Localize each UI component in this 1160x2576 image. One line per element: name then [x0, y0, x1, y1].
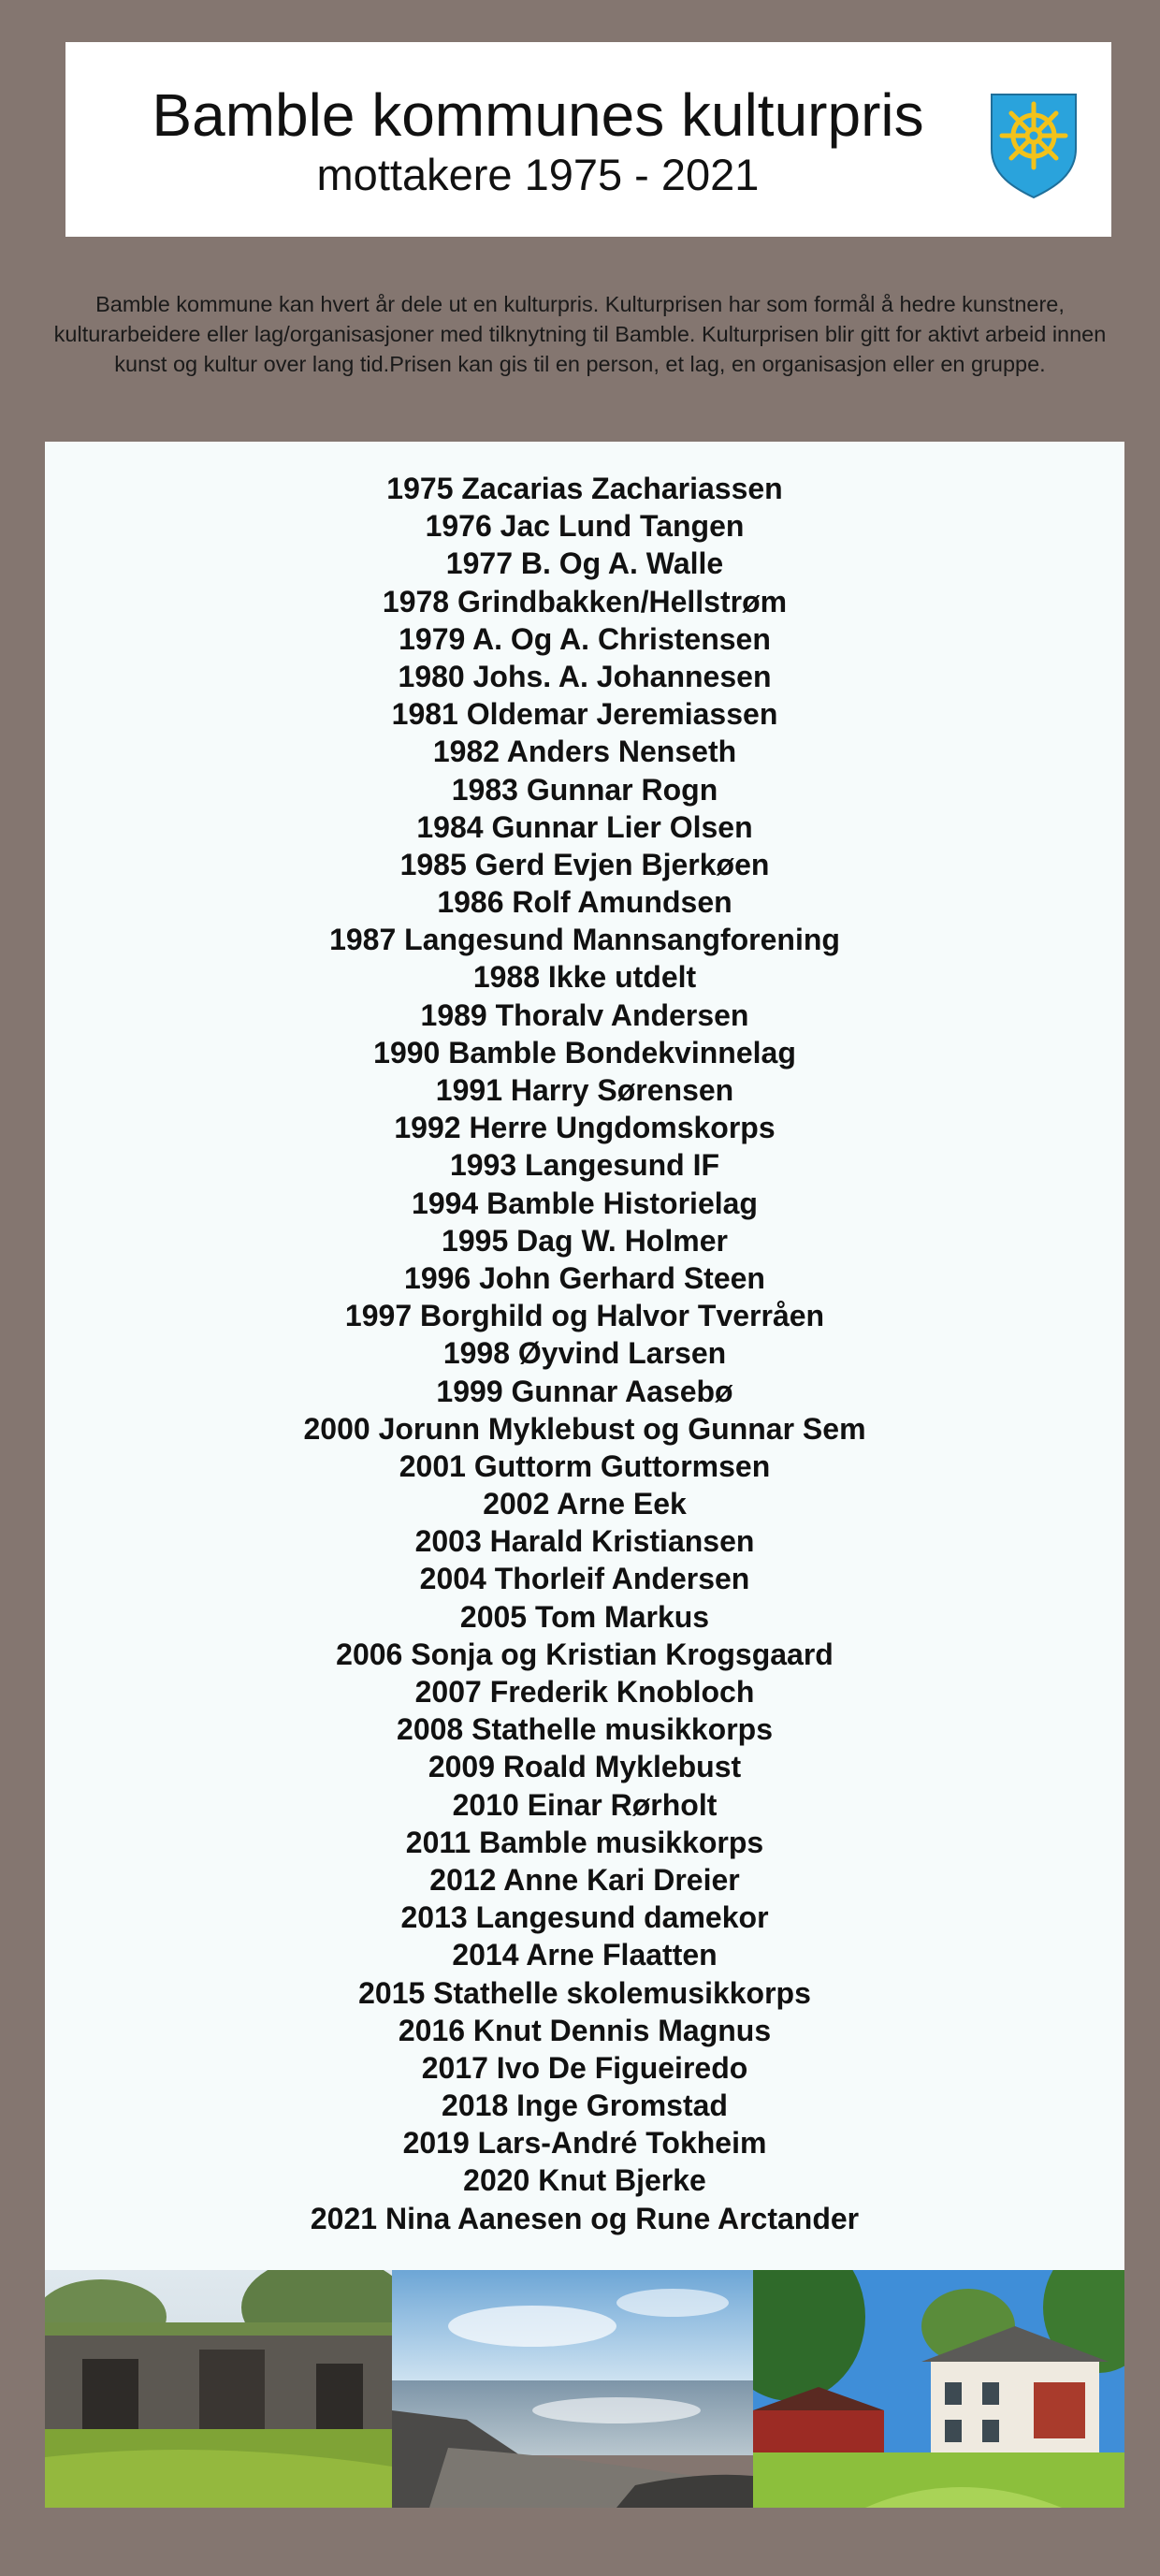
recipient-item: 2004 Thorleif Andersen [419, 1562, 750, 1596]
coastline-photo [392, 2270, 753, 2508]
recipient-item: 1983 Gunnar Rogn [451, 772, 718, 807]
recipient-item: 2003 Harald Kristiansen [414, 1524, 755, 1559]
intro-text: Bamble kommune kan hvert år dele ut en kulturpris. Kulturprisen har som formål å hedre kunstnere, kulturarbeidere eller lag/organisasjoner med tilknytning til Bamble. Kulturprisen blir gitt for aktivt arbeid innen kunst og kultur over lang tid.Prisen kan gis til en person, et lag, en organisasjon eller en gruppe. [53, 292, 1107, 376]
photo-strip [45, 2270, 1124, 2508]
recipient-item: 1992 Herre Ungdomskorps [394, 1111, 776, 1145]
recipient-item: 1997 Borghild og Halvor Tverråen [344, 1299, 825, 1333]
recipient-item: 2014 Arne Flaatten [452, 1938, 718, 1972]
recipient-list-panel [45, 442, 1124, 2270]
recipient-item: 1986 Rolf Amundsen [437, 885, 732, 920]
recipient-item: 2009 Roald Myklebust [428, 1750, 742, 1784]
farmhouse-photo [753, 2270, 1124, 2508]
recipient-item: 1985 Gerd Evjen Bjerkøen [399, 847, 770, 881]
recipient-item: 1982 Anders Nenseth [432, 735, 737, 769]
recipient-item: 1975 Zacarias Zachariassen [386, 472, 783, 505]
recipient-item: 1995 Dag W. Holmer [442, 1223, 728, 1258]
recipient-item: 2015 Stathelle skolemusikkorps [358, 1975, 811, 2010]
recipient-item: 2000 Jorunn Myklebust og Gunnar Sem [303, 1411, 866, 1446]
recipient-item: 1979 A. Og A. Christensen [399, 621, 771, 656]
recipient-item: 2006 Sonja og Kristian Krogsgaard [336, 1637, 834, 1671]
recipient-item: 1994 Bamble Historielag [412, 1186, 758, 1220]
header-box [65, 42, 1111, 237]
recipient-item: 1976 Jac Lund Tangen [425, 509, 745, 544]
coat-of-arms-icon [988, 91, 1080, 201]
recipient-item: 2007 Frederik Knobloch [414, 1675, 755, 1709]
recipient-item: 2017 Ivo De Figueiredo [421, 2050, 748, 2085]
recipient-item: 2018 Inge Gromstad [442, 2088, 728, 2123]
stone-ruin-photo [45, 2270, 392, 2508]
recipient-item: 1987 Langesund Mannsangforening [329, 923, 840, 957]
recipient-item: 1989 Thoralv Andersen [420, 997, 749, 1032]
recipient-item: 2010 Einar Rørholt [452, 1787, 718, 1822]
page-title: Bamble kommunes kulturpris [152, 81, 924, 149]
recipient-item: 1980 Johs. A. Johannesen [398, 659, 772, 693]
recipient-item: 1977 B. Og A. Walle [445, 546, 724, 581]
recipient-item: 2020 Knut Bjerke [463, 2163, 706, 2198]
recipient-item: 2016 Knut Dennis Magnus [398, 2013, 772, 2047]
recipient-item: 1981 Oldemar Jeremiassen [391, 697, 778, 732]
recipient-item: 1999 Gunnar Aasebø [436, 1374, 733, 1408]
recipient-item: 1988 Ikke utdelt [472, 960, 697, 995]
recipient-item: 1984 Gunnar Lier Olsen [416, 809, 753, 844]
recipient-item: 1996 John Gerhard Steen [404, 1260, 765, 1295]
recipient-item: 1990 Bamble Bondekvinnelag [373, 1035, 796, 1070]
recipient-item: 2005 Tom Markus [459, 1599, 710, 1634]
recipient-item: 2012 Anne Kari Dreier [429, 1862, 740, 1897]
recipient-item: 2008 Stathelle musikkorps [397, 1712, 773, 1747]
recipient-list [45, 470, 1124, 2237]
recipient-item: 2021 Nina Aanesen og Rune Arctander [310, 2201, 860, 2235]
recipient-item: 2001 Guttorm Guttormsen [399, 1448, 771, 1483]
recipient-item: 1993 Langesund IF [449, 1148, 720, 1183]
page-subtitle: mottakere 1975 - 2021 [316, 150, 760, 199]
recipient-item: 2002 Arne Eek [483, 1487, 687, 1521]
recipient-item: 1998 Øyvind Larsen [442, 1336, 727, 1371]
recipient-item: 2019 Lars-André Tokheim [402, 2126, 767, 2161]
recipient-item: 1991 Harry Sørensen [435, 1073, 734, 1107]
recipient-item: 2013 Langesund damekor [400, 1900, 769, 1935]
recipient-item: 1978 Grindbakken/Hellstrøm [382, 584, 788, 619]
recipient-item: 2011 Bamble musikkorps [405, 1825, 764, 1859]
